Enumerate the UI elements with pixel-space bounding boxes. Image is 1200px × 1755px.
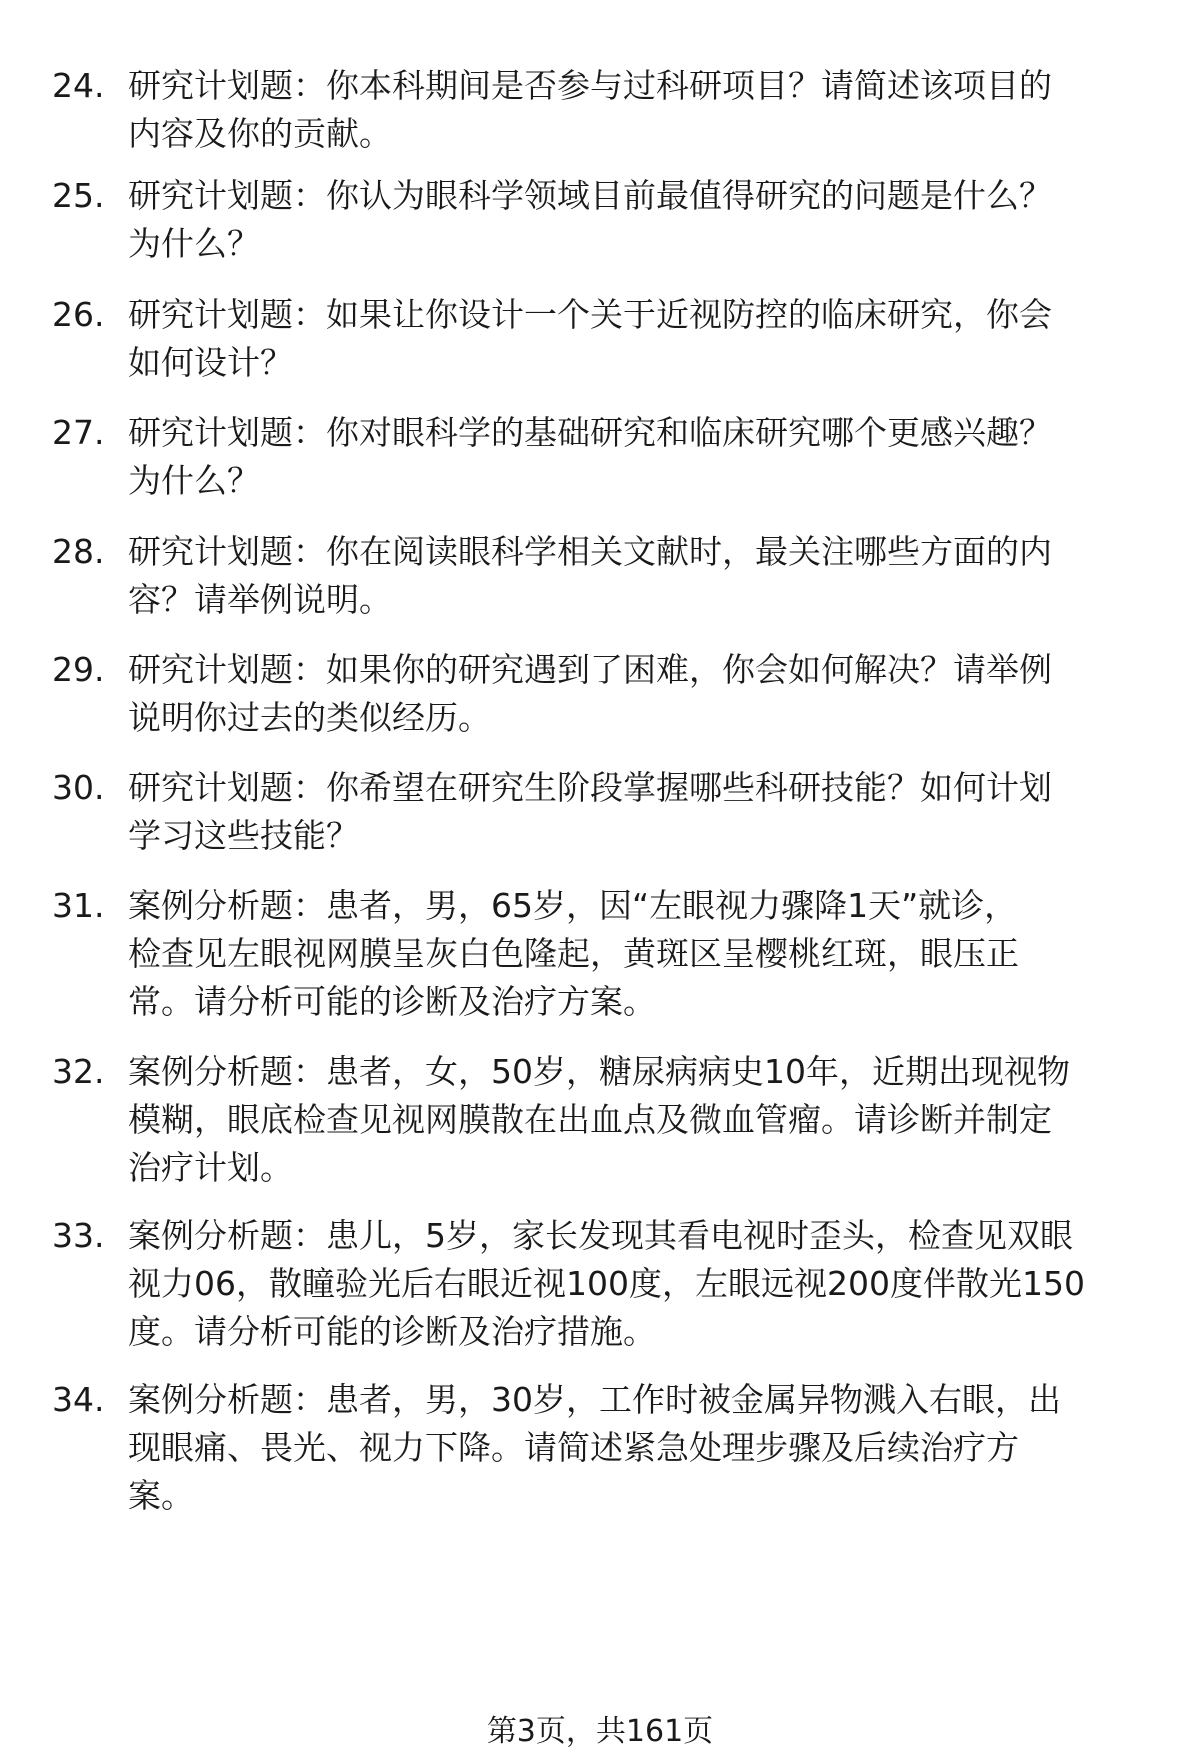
page-footer — [0, 1712, 1200, 1752]
question-number: 32. — [52, 1052, 105, 1091]
question-text: 案例分析题：患儿，5岁，家长发现其看电视时歪头，检查见双眼 视力06，散瞳验光后右眼近视100度，左眼远视200度伴散光150 度。请分析可能的诊断及治疗措施。 — [128, 1216, 1085, 1351]
question-number: 25. — [52, 176, 105, 215]
question-text: 研究计划题：如果你的研究遇到了困难，你会如何解决？请举例 说明你过去的类似经历。 — [128, 650, 1052, 737]
question-number: 34. — [52, 1380, 105, 1419]
question-text: 研究计划题：你在阅读眼科学相关文献时，最关注哪些方面的内 容？请举例说明。 — [128, 532, 1052, 619]
question-text: 案例分析题：患者，女，50岁，糖尿病病史10年，近期出现视物 模糊，眼底检查见视网膜散在出血点及微血管瘤。请诊断并制定 治疗计划。 — [128, 1052, 1070, 1187]
question-number: 26. — [52, 295, 105, 334]
question-number: 29. — [52, 650, 105, 689]
question-number: 24. — [52, 66, 105, 105]
question-text: 研究计划题：你对眼科学的基础研究和临床研究哪个更感兴趣？ 为什么？ — [128, 413, 1052, 500]
question-text: 研究计划题：你希望在研究生阶段掌握哪些科研技能？如何计划 学习这些技能？ — [128, 768, 1052, 855]
page-number-label: 第3页，共161页 — [486, 1714, 714, 1749]
question-number: 33. — [52, 1216, 105, 1255]
question-text: 案例分析题：患者，男，65岁，因“左眼视力骤降1天”就诊， 检查见左眼视网膜呈灰白色隆起，黄斑区呈樱桃红斑，眼压正 常。请分析可能的诊断及治疗方案。 — [128, 886, 1019, 1021]
question-text: 研究计划题：你认为眼科学领域目前最值得研究的问题是什么？ 为什么？ — [128, 176, 1052, 263]
question-text: 研究计划题：你本科期间是否参与过科研项目？请简述该项目的 内容及你的贡献。 — [128, 66, 1052, 153]
question-number: 28. — [52, 532, 105, 571]
question-text: 案例分析题：患者，男，30岁，工作时被金属异物溅入右眼，出 现眼痛、畏光、视力下降。请简述紧急处理步骤及后续治疗方 案。 — [128, 1380, 1061, 1515]
question-text: 研究计划题：如果让你设计一个关于近视防控的临床研究，你会 如何设计？ — [128, 295, 1052, 382]
question-number: 30. — [52, 768, 105, 807]
question-number: 31. — [52, 886, 105, 925]
question-number: 27. — [52, 413, 105, 452]
